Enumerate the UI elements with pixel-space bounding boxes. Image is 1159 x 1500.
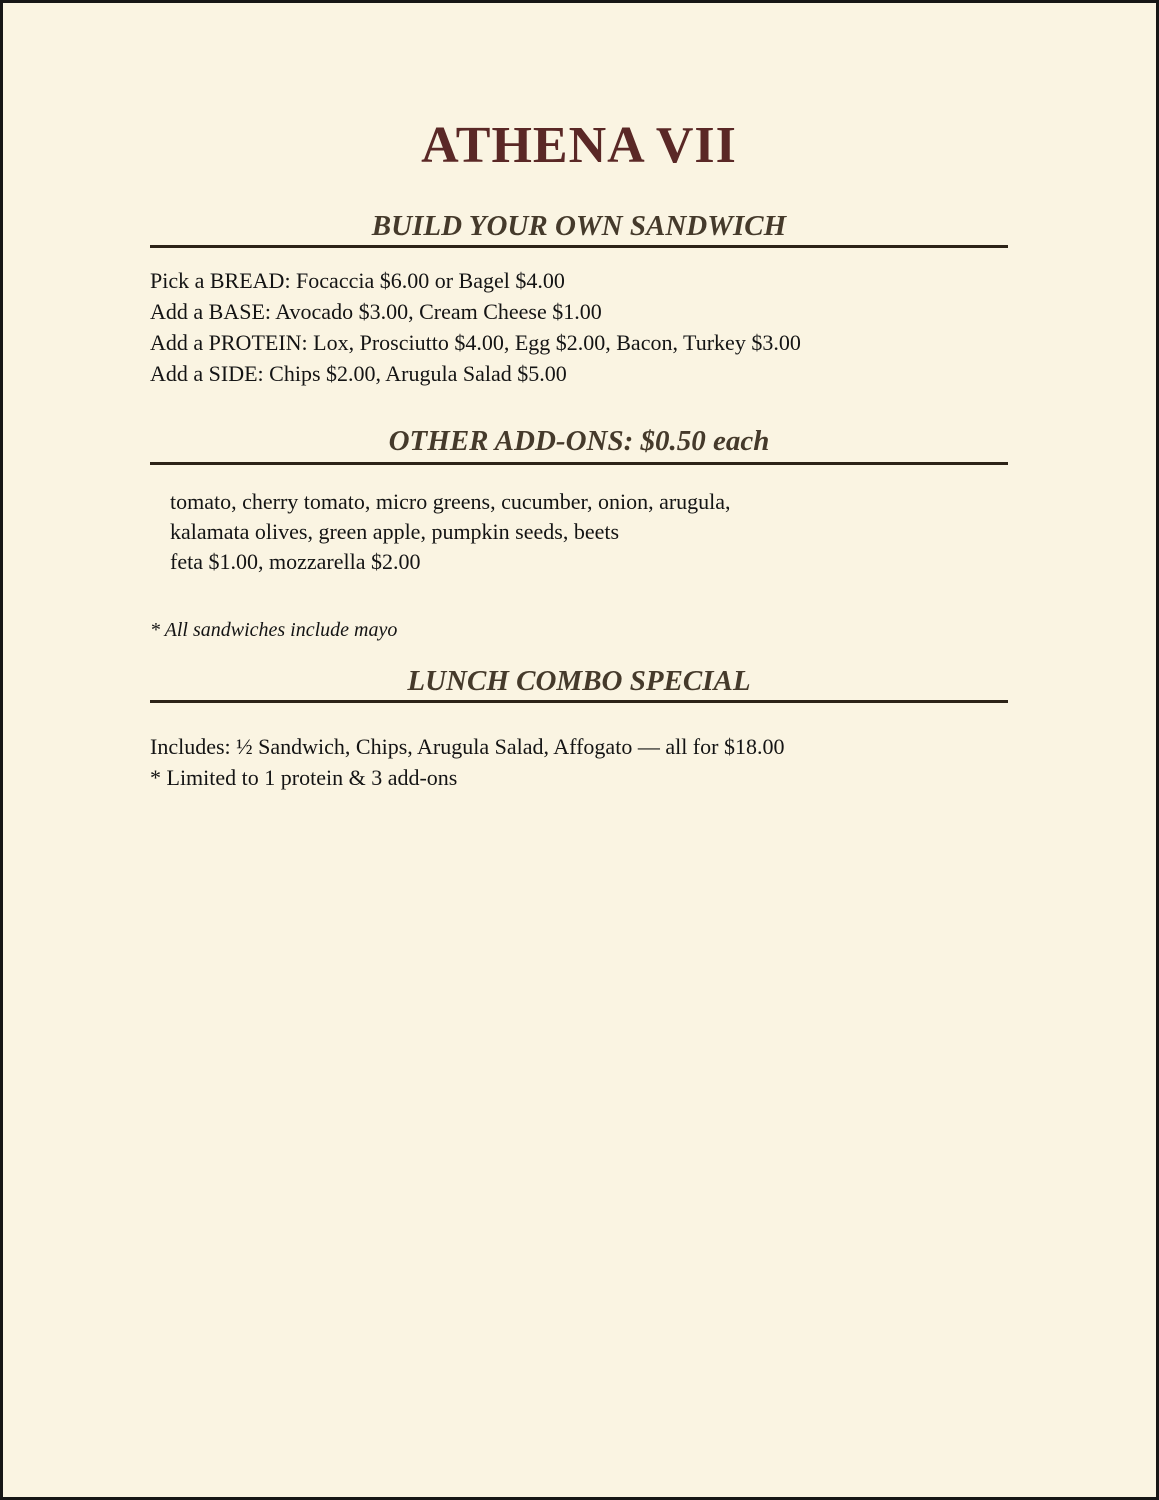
- section-heading-build-your-own-sandwich: BUILD YOUR OWN SANDWICH: [150, 210, 1008, 248]
- menu-line-combo-limit: * Limited to 1 protein & 3 add-ons: [150, 765, 458, 790]
- section-body-lunch-combo-special: [150, 731, 1008, 793]
- section-body-build-your-own-sandwich: [150, 265, 1008, 389]
- footnote-mayo: * All sandwiches include mayo: [150, 619, 398, 641]
- section-body-other-add-ons: [170, 487, 1008, 577]
- menu-line-addons-1: tomato, cherry tomato, micro greens, cucumber, onion, arugula,: [170, 489, 731, 514]
- menu-line-side: Add a SIDE: Chips $2.00, Arugula Salad $5.00: [150, 361, 567, 386]
- section-build-your-own-sandwich: [150, 210, 1008, 389]
- menu-line-base: Add a BASE: Avocado $3.00, Cream Cheese $1.00: [150, 299, 602, 324]
- menu-title: ATHENA VII: [421, 117, 737, 174]
- menu-line-bread: Pick a BREAD: Focaccia $6.00 or Bagel $4.00: [150, 268, 565, 293]
- menu-content: [150, 118, 1008, 793]
- menu-line-combo-includes: Includes: ½ Sandwich, Chips, Arugula Salad, Affogato — all for $18.00: [150, 734, 785, 759]
- section-other-add-ons: [150, 425, 1008, 577]
- section-lunch-combo-special: [150, 665, 1008, 793]
- menu-line-addons-3: feta $1.00, mozzarella $2.00: [170, 549, 421, 574]
- section-heading-other-add-ons: OTHER ADD-ONS: $0.50 each: [150, 425, 1008, 465]
- menu-line-addons-2: kalamata olives, green apple, pumpkin seeds, beets: [170, 519, 620, 544]
- menu-line-protein: Add a PROTEIN: Lox, Prosciutto $4.00, Egg $2.00, Bacon, Turkey $3.00: [150, 330, 801, 355]
- section-heading-lunch-combo-special: LUNCH COMBO SPECIAL: [150, 665, 1008, 703]
